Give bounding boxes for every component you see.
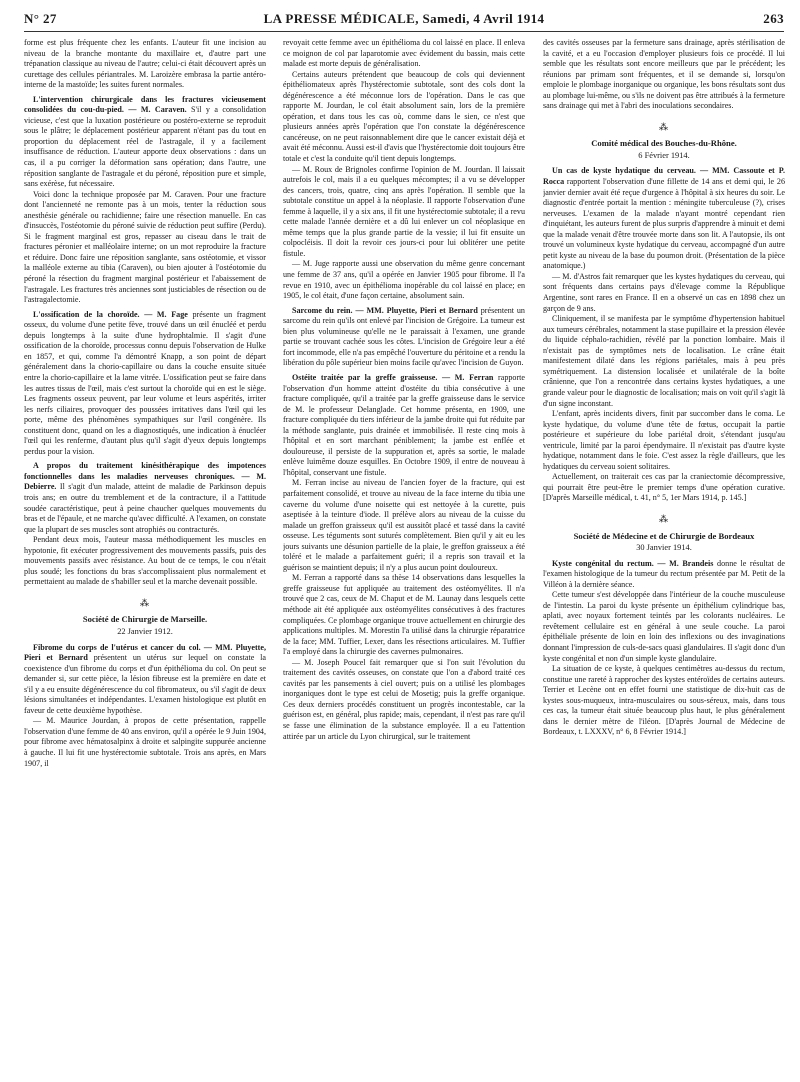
column-1	[24, 38, 266, 1074]
section-heading: Kyste congénital du rectum. — M. Brandeis	[552, 558, 714, 568]
paragraph: — M. Maurice Jourdan, à propos de cette présentation, rappelle l'observation d'une femme de 40 ans environ, qu'il a opérée le 9 Juin 1904, pour fibrome avec hématosalpinx à droite et salpingite suppurée ancienne à gauche. Il lui fit une hystérectomie subtotale. Trois ans après, en Mars 1907, il	[24, 716, 266, 768]
paragraph: M. Ferran incise au niveau de l'ancien foyer de la fracture, qui est parfaitement consolidé, et trouve au niveau de la face interne du tibia une caverne du volume d'une noisette qui est nettoyée à la curette, puis aseptisée à la teinture d'iode. Il prélève alors au niveau de la cuisse du malade un greffon graisseux qu'il est aussitôt placé et tassé dans la cavité osseuse. Les téguments sont suturés complètement. Bien qu'il y ait eu les jours suivants une désunion partielle de la plaie, le greffon graisseux a été toléré et le malade a parfaitement guéri; il a repris son travail et la guérison se maintient depuis; il n'y a plus aucun point douloureux.	[283, 478, 525, 572]
section-heading: Fibrome du corps de l'utérus et cancer du col. — MM. Pluyette, Pieri et Bernard	[24, 642, 266, 663]
society-title: Comité médical des Bouches-du-Rhône.	[591, 138, 737, 149]
paragraph: — M. Juge rapporte aussi une observation du même genre concernant une femme de 37 ans, qu'il a opérée en Janvier 1905 pour fibrome. Il l'a revue en 1910, avec un épithélioma inopérable du col laissé en place; en 1905, le col était, d'une façon certaine, absolument sain.	[283, 259, 525, 301]
section-heading: L'intervention chirurgicale dans les fractures vicieusement consolidées du cou-du-pied. — M. Caraven.	[24, 94, 266, 115]
paragraph: Sarcome du rein. — MM. Pluyette, Pieri et Bernard présentent un sarcome du rein qu'ils ont enlevé par l'incision de Grégoire. La tumeur est bien plus volumineuse qu'elle ne le paraissait à l'examen, une grande partie se trouvant cachée sous les côtes. L'incision de Grégoire leur a été fort incommode, elle n'a pas empêché l'ouverture du péritoine et a rendu la libération du pôle supérieur bien moins facile qu'avec l'incision de Guyon.	[283, 305, 525, 368]
section-separator: ⁂	[659, 513, 669, 524]
header-rule	[24, 31, 784, 32]
page-number: 263	[763, 11, 784, 26]
journal-title: LA PRESSE MÉDICALE, Samedi, 4 Avril 1914	[263, 11, 545, 26]
issue-number: N° 27	[24, 11, 57, 26]
paragraph: Cliniquement, il se manifesta par le symptôme d'hypertension habituel aux tumeurs cérébrales, notamment la stase pupillaire et la pression élevée du liquide céphalo-rachidien, révélé par la ponction lombaire. Mais il n'existait pas de symptômes nets de localisation. Le crâne était manifestement dilaté dans les régions pariétales, mais à peu près symétriquement. La distension localisée et unilatérale de la boîte crânienne, que l'on a rencontrée dans certains kystes hydatiques, a une grande valeur pour le diagnostic de localisation; mais on voit qu'il s'agit là d'un signe inconstant.	[543, 314, 785, 408]
paragraph: des cavités osseuses par la fermeture sans drainage, après stérilisation de la cavité, et a eu l'occasion d'employer plusieurs fois ce procédé. Il lui semble que les résultats sont encore meilleurs que par le précédent; les réunions par primam sont fréquentes, et il se demande si, lorsqu'on emploie le plombage inorganique ou organique, les bons résultats sont dus au plombage lui-même, ou s'ils ne doivent pas être attribués à la fermeture sans drainage qui met à l'abri des inoculations secondaires.	[543, 38, 785, 111]
paragraph: La situation de ce kyste, à quelques centimètres au-dessus du rectum, constitue une rareté à rapprocher des kystes entéroïdes de certains auteurs. Terrier et Lecène ont en effet fourni une statistique de dix-huit cas de kystes sous-muqueux, intra-musculaires ou sous-séreux, mais, dans tous ces cas, la tumeur était située beaucoup plus haut, le plus généralement dans le dernier mètre de l'iléon. [D'après Journal de Médecine de Bordeaux, t. LXXXV, n° 6, 8 Février 1914.]	[543, 664, 785, 737]
paragraph: L'enfant, après incidents divers, finit par succomber dans le coma. Le kyste hydatique, du volume d'une tête de fœtus, occupait la partie postérieure et supérieure du lobe pariétal droit, s'étendant jusqu'au ventricule, limité par la paroi épendymaire. Il n'existait pas d'autre kyste hydatique, notamment dans le foie. C'est assez la règle d'ailleurs, que les hydatiques du cerveau soient solitaires.	[543, 409, 785, 471]
paragraph: M. Ferran a rapporté dans sa thèse 14 observations dans lesquelles la greffe graisseuse fut appliquée au traitement des ostéomyélites. Il n'a trouvé que 2 cas, ceux de M. Chaput et de M. Launay dans lesquels cette méthode ait été appliquée aux ostéomyélites consécutives à des fractures compliquées. Ce plombage organique trouve actuellement en chirurgie des applications multiples. M. Morestin l'a utilisé dans la chirurgie réparatrice de la face; MM. Tuffier, Lexer, dans les résections articulaires. M. Tuffier l'a employé dans la chirurgie des cavernes pulmonaires.	[283, 573, 525, 657]
column-2	[283, 38, 525, 1074]
paragraph: Un cas de kyste hydatique du cerveau. — MM. Cassoute et P. Rocca rapportent l'observation d'une fillette de 14 ans et demi qui, le 26 janvier dernier avait été reçue d'urgence à l'hôpital à six heures du soir. Le diagnostic d'entrée portait la mention : méningite tuberculeuse (?), crises nerveuses. L'examen de la malade n'ayant montré cependant rien d'inquiétant, les auteurs furent de plus surpris d'apprendre à minuit et demi que la malade venait d'être trouvée morte dans son lit. A l'autopsie, ils ont trouvé un volumineux kyste hydatique du cerveau, accompagné d'un autre petit kyste au niveau de la base du poumon droit. (Présentation de la pièce anatomique.)	[543, 166, 785, 271]
paragraph: Voici donc la technique proposée par M. Caraven. Pour une fracture dont l'ancienneté ne remonte pas à un mois, tenter la réduction sous anesthésie générale ou rachidienne; faire une résection manuelle. En cas d'insuccès, l'ostéotomie du péroné suivie de réduction peut suffire (Perdu). Si le fragment marginal est gros, repasser au ciseau dans le trait de fractures péronier et malléolaire interne; on un mot reproduire la fracture et réduire. Donc faire une réposition sanglante, sans ostéotomie, et vissor la malléole externe au tibia (Caraven), ou bien ajouter à l'ostéotomie du péroné la résection du fragment marginal postérieur et l'abaissement de l'astragale. Les fractures très anciennes sont justiciables de résection ou de l'astragalectomie.	[24, 189, 266, 305]
paragraph: — M. d'Astros fait remarquer que les kystes hydatiques du cerveau, qui sont fréquents dans certains pays d'élevage comme la République Argentine, sont rares en France. Il en a observé un cas en 1898 chez un garçon de 9 ans.	[543, 271, 785, 313]
paragraph: Fibrome du corps de l'utérus et cancer du col. — MM. Pluyette, Pieri et Bernard présentent un utérus sur lequel on constate la coexistence d'un fibrome du corps et d'un épithélioma du col. On peut se demander si, sur cette pièce, la lésion fibreuse est la première en date et s'il y a eu ensuite dégénérescence du col fibromateux, ou s'il s'agit de deux lésions simultanées et indépendantes. L'examen histologique est plutôt en faveur de cette deuxième hypothèse.	[24, 642, 266, 715]
section-heading: A propos du traitement kinésithérapique des impotences fonctionnelles dans les maladies nerveuses chroniques. — M. Debierre.	[24, 461, 266, 492]
paragraph: Ostéite traitée par la greffe graisseuse. — M. Ferran rapporte l'observation d'un homme atteint d'ostéite du tibia consécutive à une fracture compliquée, qu'il a traitée par la greffe graisseuse dans le service de M. le professeur Delanglade. Cet homme présenta, en 1909, une fracture compliquée du tiers inférieur de la jambe droite qui fut réduite par la méthode sanglante, puis drainée et immobilisée. Il reste cinq mois à l'hôpital et en sort marchant péniblement; la jambe est enflée et douloureuse, il persiste de la suppuration et, après sa sortie, le malade enlève luimême douze esquilles. En Octobre 1909, il entre de nouveau à l'hôpital, conservant une fistule.	[283, 372, 525, 477]
paragraph: Certains auteurs prétendent que beaucoup de cols qui deviennent épithéliomateux après l'hystérectomie subtotale, sont des cols dont la dégénérescence a été méconnue lors de l'opération. Dans le cas que rapporte M. Jourdan, le col était absolument sain, lors de la première opération, et dans tous les cas où, comme dans le sien, ce n'est que plusieurs années après l'opération que l'on constate la dégénérescence cancéreuse, on ne peut raisonnablement dire que le cancer existait déjà et avait été méconnu. Aussi est-il d'avis que l'hystérectomie doit toujours être totale et c'est la conduite qu'il tient depuis longtemps.	[283, 69, 525, 164]
section-separator: ⁂	[659, 121, 669, 132]
session-date: 30 Janvier 1914.	[636, 543, 692, 553]
section-heading: Un cas de kyste hydatique du cerveau. — MM. Cassoute et P. Rocca	[543, 166, 785, 187]
page-header	[24, 11, 784, 31]
section-heading: Ostéite traitée par la greffe graisseuse. — M. Ferran	[292, 372, 494, 382]
paragraph: forme est plus fréquente chez les enfants. L'auteur fit une incision au niveau de la branche montante du maxillaire et, d'autre part une trépanation classique au niveau de l'autre; celui-ci était découvert après un curettage des cellules périantrales. M. Laroizère embrasa la partie antéro-interne de la mastoïde; les suites furent normales.	[24, 38, 266, 90]
paragraph: — M. Roux de Brignoles confirme l'opinion de M. Jourdan. Il laissait autrefois le col, mais il a eu quelques mécomptes; il a vu se développer des cancers, trois, quatre, cinq ans après l'opération. Il semble que la subtotale constitue un appel à la néoplasie. Il rapporte l'observation d'une femme à laquelle, il y a six ans, il fit une hystérectomie subtotale; il a revu cette malade l'année dernière et a dû lui enlever un col néoplasique en même temps que la plus grande partie de la vessie; il lui fit ensuite un colpocléisis. Il doit la revoir ces jours-ci pour lui oblitérer une petite fistule.	[283, 164, 525, 258]
paragraph: Cette tumeur s'est développée dans l'intérieur de la couche musculeuse de l'intestin. La paroi du kyste présente un épithélium cylindrique bas, aplati, avec noyaux fortement teintés par les colorants nucléaires. Le revêtement cellulaire est en général à une seule couche. La paroi épithéliale présente de loin en loin des inflexions ou des invaginations donnant l'impression de culs-de-sacs quasi glandulaires. Il s'agit donc d'un kyste congénital et non d'un simple kyste glandulaire.	[543, 590, 785, 663]
society-title: Société de Médecine et de Chirurgie de Bordeaux	[573, 530, 755, 541]
session-date: 22 Janvier 1912.	[117, 626, 173, 636]
section-heading: Sarcome du rein. — MM. Pluyette, Pieri et Bernard	[292, 305, 478, 315]
column-3	[543, 38, 785, 1074]
paragraph: L'intervention chirurgicale dans les fractures vicieusement consolidées du cou-du-pied. — M. Caraven. S'il y a consolidation vicieuse, c'est que la luxation postérieure ou postéro-externe se reproduit sous le plâtre; le déplacement postérieur apparent n'étant pas du tout en proportion du déplacement réel de l'astragale, il y a facilement insuffisance de réduction. L'auteur apporte deux observations : dans un cas, il a pu corriger la déformation sans opération; dans l'autre, une réposition sanglante de l'astragale et du péroné, réposition pure et simple, sans exérèse, fut nécessaire.	[24, 94, 266, 189]
section-heading: L'ossification de la choroïde. — M. Fage	[33, 309, 188, 319]
paragraph: Kyste congénital du rectum. — M. Brandeis donne le résultat de l'examen histologique de la tumeur du rectum présentée par M. Petit de la Villéon à la dernière séance.	[543, 558, 785, 589]
paragraph: Pendant deux mois, l'auteur massa méthodiquement les muscles en hypotonie, fit exécuter progressivement des mouvements passifs, puis des mouvements passifs avec résistance. Au bout de ce temps, le cou n'était plus soudé; les fonctions du bras s'accomplissaient plus normalement et permettaient au malade de s'habiller seul et la marche devenait possible.	[24, 535, 266, 587]
paragraph: Actuellement, on traiterait ces cas par la craniectomie décompressive, qui pourrait être peut-être le premier temps d'une opération curative. [D'après Marseille médical, t. 41, n° 5, 1er Mars 1914, p. 145.]	[543, 472, 785, 503]
paragraph: A propos du traitement kinésithérapique des impotences fonctionnelles dans les maladies nerveuses chroniques. — M. Debierre. Il s'agit d'un malade, atteint de maladie de Parkinson depuis trois ans; en outre du tremblement et de la contracture, il a l'attitude soudée caractéristique, peut à peine chaucher quelques mouvements du bras et de l'épaule, et ne marche qu'avec difficulté. A l'examen, on constate que la plupart de ses muscles sont atrophiés ou contracturés.	[24, 461, 266, 534]
paragraph: L'ossification de la choroïde. — M. Fage présente un fragment osseux, du volume d'une petite fève, trouvé dans un œil énucléé et perdu depuis longtemps à la suite d'une hydrophtalmie. Il s'agit d'une ossification de la choroïde, processus connu depuis l'observation de Hulke en 1857, et qui, comme l'a démontré Knapp, a son point de départ généralement dans la chorio-capillaire ou dans la couche ensuite située entre la chorio-capillaire et la lame vitrée. L'ossification peut se faire dans les autres tissus de l'œil, mais c'est surtout la choroïde qui en est le siège. Les fragments osseux peuvent, par leur volume et leurs aspérités, irriter les nerfs ciliaires, provoquer des poussées irritatives dans l'œil qui les porte, même des phénomènes sympathiques sur l'œil congénère. Ils constituent donc, quand on les a diagnostiqués, une indication à énucléer l'œil qui les renferme, d'autant plus qu'il s'agit d'yeux depuis longtemps perdus pour la vision.	[24, 309, 266, 456]
section-separator: ⁂	[140, 597, 150, 608]
paragraph: — M. Joseph Poucel fait remarquer que si l'on suit l'évolution du traitement des cavités osseuses, on constate que l'on a d'abord traité ces cavités par les pansements à ciel ouvert; puis on a utilisé les plombages inorganiques dont le type est celui de Mosetig; puis la greffe organique. Ces deux derniers procédés constituent un progrès incontestable, car la guérison est, en général, plus rapide; mais, cependant, il n'est pas rare qu'il se fasse une élimination de la substance employée. Il a eu l'attention attirée par un article du Lyon chirurgical, sur le traitement	[283, 657, 525, 741]
society-title: Société de Chirurgie de Marseille.	[82, 614, 208, 625]
session-date: 6 Février 1914.	[638, 150, 690, 160]
paragraph: revoyait cette femme avec un épithélioma du col laissé en place. Il enleva ce moignon de col par laparotomie avec évidement du bassin, mais cette malade est morte depuis de généralisation.	[283, 38, 525, 69]
